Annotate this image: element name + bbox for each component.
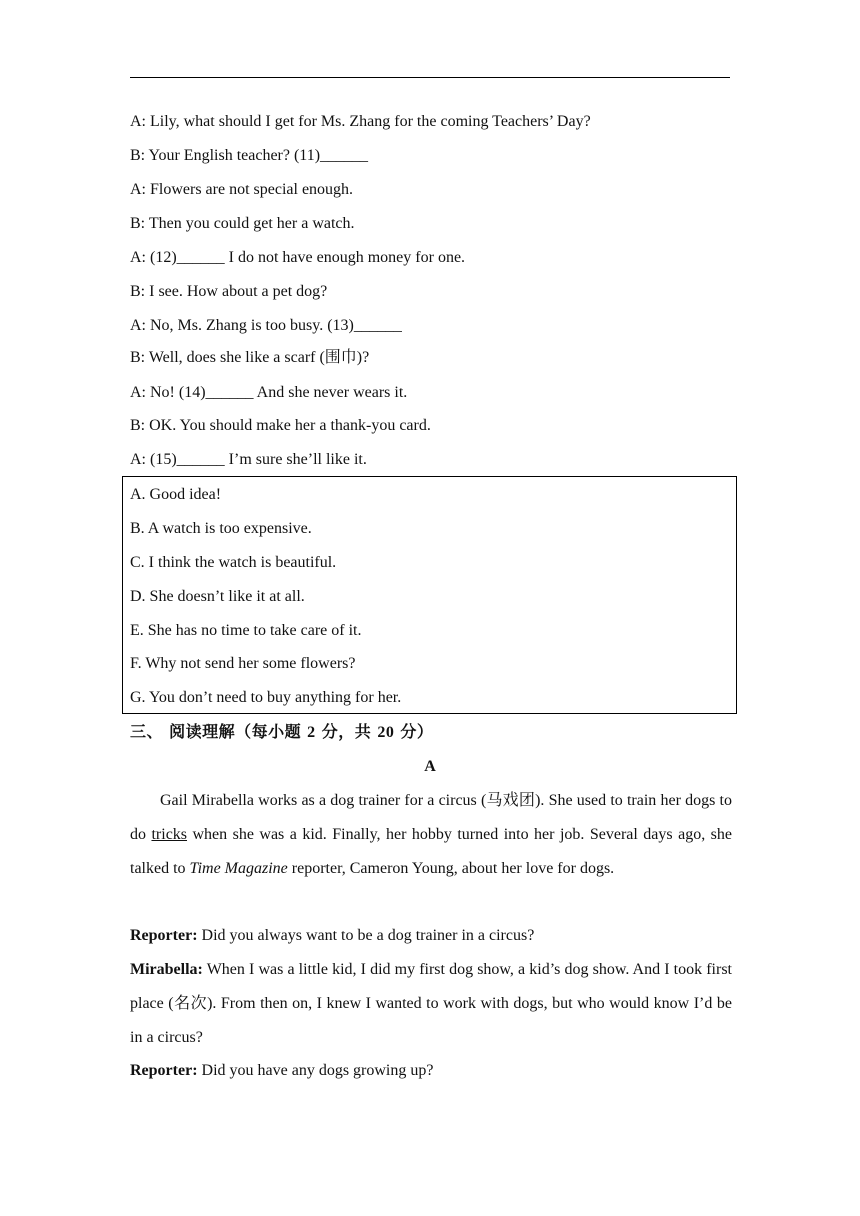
passage-intro <box>130 784 732 886</box>
magazine-name: Time Magazine <box>189 860 288 877</box>
interview-text: Did you have any dogs growing up? <box>197 1062 434 1079</box>
section-heading-total: 20 <box>377 724 395 741</box>
section-heading-prefix: 三、 阅读理解（每小题 <box>130 722 308 741</box>
dialogue-line: B: Then you could get her a watch. <box>130 215 355 232</box>
options-box <box>122 476 737 714</box>
interview-line <box>130 919 732 953</box>
speaker-label: Mirabella: <box>130 961 203 978</box>
interview-line <box>130 1054 732 1088</box>
dialogue-line: A: (15)______ I’m sure she’ll like it. <box>130 451 367 468</box>
option-f: F. Why not send her some flowers? <box>130 655 356 672</box>
passage-label: A <box>424 758 436 775</box>
dialogue-line: B: Your English teacher? (11)______ <box>130 147 369 164</box>
option-a: A. Good idea! <box>130 486 222 503</box>
speaker-label: Reporter: <box>130 927 198 944</box>
header-rule <box>130 77 730 78</box>
underlined-word-tricks: tricks <box>151 826 188 843</box>
section-heading <box>130 722 433 743</box>
dialogue-line: B: I see. How about a pet dog? <box>130 283 328 300</box>
option-d: D. She doesn’t like it at all. <box>130 588 305 605</box>
dialogue-line: B: Well, does she like a scarf (围巾)? <box>130 349 370 366</box>
option-g: G. You don’t need to buy anything for her. <box>130 689 402 706</box>
dialogue-line: A: No, Ms. Zhang is too busy. (13)______ <box>130 317 402 334</box>
dialogue-line: A: Flowers are not special enough. <box>130 181 354 198</box>
speaker-label: Reporter: <box>130 1062 198 1079</box>
option-c: C. I think the watch is beautiful. <box>130 554 337 571</box>
interview-text: When I was a little kid, I did my first dog show, a kid’s dog show. And I took first place (名次). From then on, I knew I wanted to work with dogs, but who would know I’d be in a circus? <box>130 961 732 1046</box>
intro-text-1: Gail Mirabella works as a dog trainer for a circus (马戏团). She used to train her dogs to do <box>130 792 732 843</box>
dialogue-line: A: No! (14)______ And she never wears it. <box>130 384 408 401</box>
dialogue-line: A: Lily, what should I get for Ms. Zhang for the coming Teachers’ Day? <box>130 113 591 130</box>
section-heading-suffix: 分） <box>394 722 434 741</box>
option-e: E. She has no time to take care of it. <box>130 622 362 639</box>
interview-text: Did you always want to be a dog trainer in a circus? <box>197 927 535 944</box>
option-b: B. A watch is too expensive. <box>130 520 312 537</box>
dialogue-line: B: OK. You should make her a thank-you card. <box>130 417 431 434</box>
intro-text-2: when she was a kid. Finally, her hobby turned into her job. Several days ago, she talked to <box>130 826 733 877</box>
intro-text-3: reporter, Cameron Young, about her love for dogs. <box>287 860 615 877</box>
dialogue-line: A: (12)______ I do not have enough money for one. <box>130 249 466 266</box>
interview-line <box>130 953 732 1055</box>
section-heading-points: 2 <box>307 724 316 741</box>
section-heading-mid: 分，共 <box>315 722 378 741</box>
